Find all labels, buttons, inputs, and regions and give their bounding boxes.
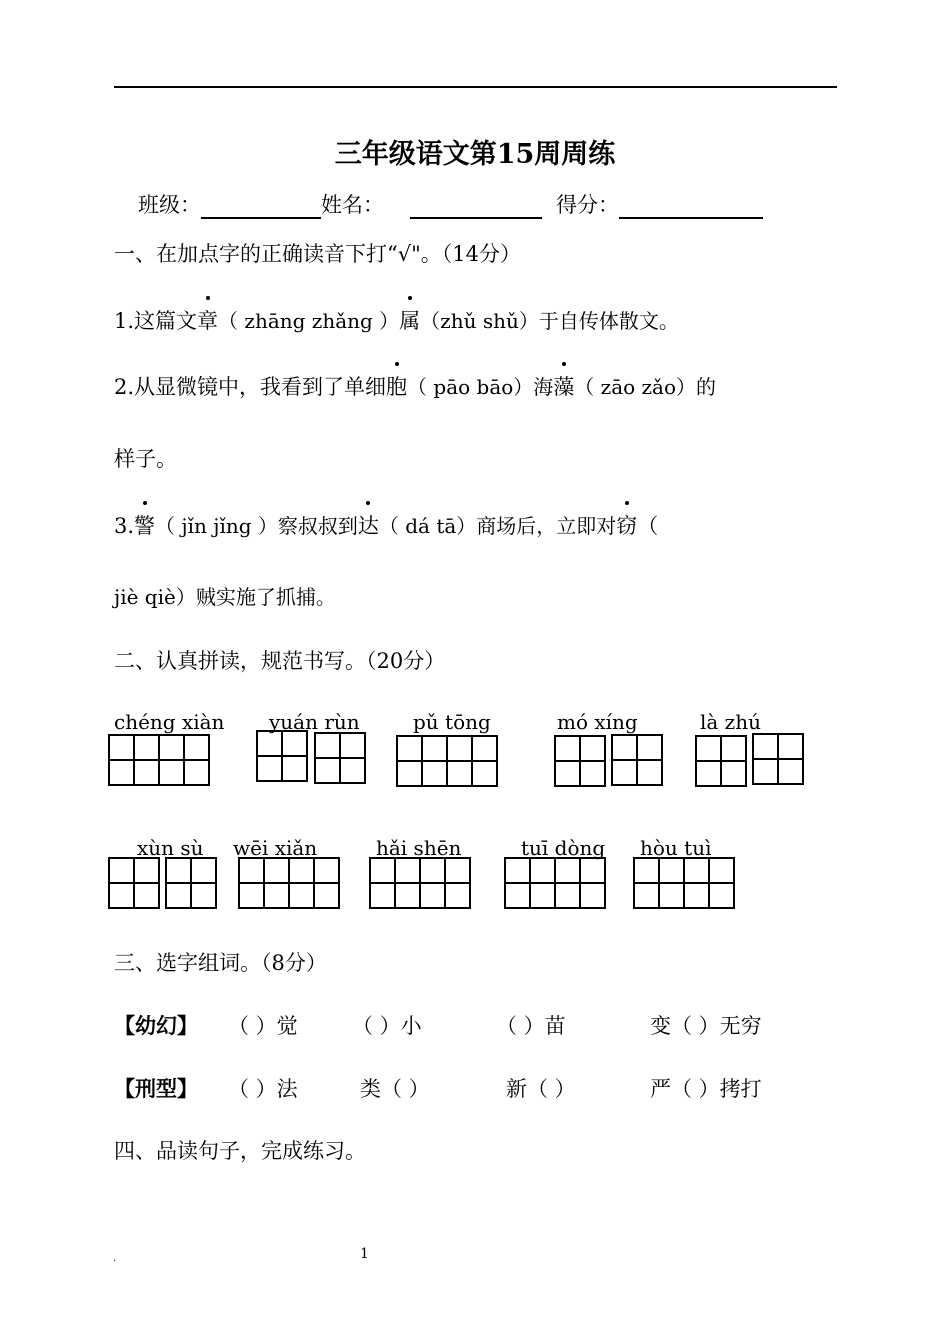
writing-cell[interactable] (288, 857, 315, 909)
writing-cell[interactable] (752, 733, 779, 785)
writing-cell[interactable] (314, 732, 341, 784)
section3-heading: 三、选字组词。（8分） (114, 951, 327, 975)
writing-grid[interactable] (396, 735, 498, 787)
writing-cell[interactable] (471, 735, 498, 787)
score-field[interactable] (619, 195, 763, 219)
writing-cell[interactable] (165, 857, 192, 909)
question-number: 1. (114, 309, 135, 333)
name-field[interactable] (410, 195, 542, 219)
writing-cell[interactable] (133, 734, 160, 786)
writing-cell[interactable] (313, 857, 340, 909)
writing-cell[interactable] (611, 734, 638, 786)
corner-mark: . (113, 1253, 117, 1264)
writing-grid[interactable] (752, 733, 804, 785)
writing-cell[interactable] (579, 735, 606, 787)
question-text: 这篇文 (134, 309, 198, 333)
writing-grid[interactable] (504, 857, 606, 909)
writing-grid[interactable] (633, 857, 735, 909)
writing-cell[interactable] (658, 857, 685, 909)
section4-heading: 四、品读句子，完成练习。 (114, 1139, 366, 1163)
writing-cell[interactable] (695, 735, 722, 787)
word-blank[interactable]: （ ）小 (352, 1014, 422, 1038)
pinyin-label: tuī dòng (521, 836, 606, 860)
dotted-character: 窃 (616, 510, 637, 540)
writing-cell[interactable] (554, 735, 581, 787)
writing-cell[interactable] (636, 734, 663, 786)
writing-cell[interactable] (256, 730, 283, 782)
char-group-2: 【刑型】 (114, 1076, 198, 1101)
question-1 (114, 305, 679, 335)
pinyin-label: mó xíng (557, 710, 638, 734)
class-label: 班级： (138, 193, 201, 217)
dotted-character: 藻 (553, 371, 574, 401)
question-number: 3. (114, 514, 135, 538)
writing-grid[interactable] (611, 734, 663, 786)
writing-cell[interactable] (183, 734, 210, 786)
writing-cell[interactable] (394, 857, 421, 909)
writing-grid[interactable] (108, 734, 210, 786)
writing-cell[interactable] (504, 857, 531, 909)
writing-grid[interactable] (165, 857, 217, 909)
writing-cell[interactable] (133, 857, 160, 909)
writing-cell[interactable] (263, 857, 290, 909)
pinyin-label: pǔ tōng (413, 710, 491, 734)
word-blank[interactable]: （ ）法 (228, 1077, 298, 1101)
dotted-character: 章 (197, 305, 218, 335)
header-rule (114, 86, 837, 88)
writing-cell[interactable] (777, 733, 804, 785)
dotted-character: 达 (358, 510, 379, 540)
class-field[interactable] (201, 195, 321, 219)
writing-cell[interactable] (190, 857, 217, 909)
word-blank[interactable]: （ ）苗 (496, 1014, 566, 1038)
dotted-character: 胞 (386, 371, 407, 401)
question-number: 2. (114, 375, 135, 399)
pinyin-label: là zhú (700, 710, 761, 734)
writing-cell[interactable] (108, 857, 135, 909)
dotted-character: 警 (134, 510, 155, 540)
pinyin-options[interactable]: （ zāo zǎo）的 (574, 375, 717, 399)
pinyin-options[interactable]: （ jǐn jǐng ）察叔叔到 (155, 514, 358, 538)
writing-cell[interactable] (446, 735, 473, 787)
dotted-character: 属 (399, 305, 420, 335)
word-blank[interactable]: 类（ ） (360, 1077, 430, 1101)
writing-cell[interactable] (369, 857, 396, 909)
page-number: 1 (360, 1246, 369, 1262)
writing-grid[interactable] (238, 857, 340, 909)
question-2 (114, 371, 716, 401)
writing-cell[interactable] (419, 857, 446, 909)
char-group-1: 【幼幻】 (114, 1013, 198, 1038)
pinyin-options[interactable]: （zhǔ shǔ）于自传体散文。 (420, 309, 679, 333)
word-blank[interactable]: 变（ ）无穷 (650, 1014, 762, 1038)
word-blank[interactable]: 新（ ） (506, 1077, 576, 1101)
section1-heading: 一、在加点字的正确读音下打“√"。（14分） (114, 242, 521, 266)
writing-cell[interactable] (683, 857, 710, 909)
writing-cell[interactable] (633, 857, 660, 909)
pinyin-options[interactable]: （ pāo bāo）海 (407, 375, 554, 399)
writing-grid[interactable] (256, 730, 308, 782)
score-label: 得分： (556, 193, 619, 217)
writing-grid[interactable] (314, 732, 366, 784)
writing-cell[interactable] (444, 857, 471, 909)
writing-cell[interactable] (554, 857, 581, 909)
pinyin-label: hòu tuì (640, 836, 712, 860)
pinyin-label: wēi xiǎn (233, 836, 318, 860)
writing-cell[interactable] (238, 857, 265, 909)
pinyin-label: chéng xiàn (114, 710, 225, 734)
writing-cell[interactable] (108, 734, 135, 786)
pinyin-label: xùn sù (137, 836, 204, 860)
section2-heading: 二、认真拼读，规范书写。（20分） (114, 649, 446, 673)
word-blank[interactable]: 严（ ）拷打 (650, 1077, 762, 1101)
pinyin-options[interactable]: （ dá tā）商场后，立即对 (378, 514, 617, 538)
writing-grid[interactable] (369, 857, 471, 909)
writing-cell[interactable] (579, 857, 606, 909)
page-title: 三年级语文第15周周练 (334, 139, 616, 170)
writing-grid[interactable] (554, 735, 606, 787)
writing-cell[interactable] (708, 857, 735, 909)
word-blank[interactable]: （ ）觉 (228, 1014, 298, 1038)
writing-cell[interactable] (529, 857, 556, 909)
writing-grid[interactable] (695, 735, 747, 787)
writing-cell[interactable] (421, 735, 448, 787)
name-label: 姓名： (321, 193, 384, 217)
writing-cell[interactable] (720, 735, 747, 787)
question-2-continued: 样子。 (114, 447, 177, 471)
question-3 (114, 510, 658, 540)
pinyin-label: hǎi shēn (376, 836, 462, 860)
question-text: （ (637, 514, 659, 538)
writing-cell[interactable] (158, 734, 185, 786)
writing-cell[interactable] (281, 730, 308, 782)
pinyin-label: yuán rùn (269, 710, 360, 734)
writing-cell[interactable] (396, 735, 423, 787)
student-info (138, 189, 763, 219)
pinyin-options[interactable]: （ zhāng zhǎng ） (218, 309, 400, 333)
question-3-continued[interactable]: jiè qiè）贼实施了抓捕。 (114, 585, 336, 609)
writing-cell[interactable] (339, 732, 366, 784)
writing-grid[interactable] (108, 857, 160, 909)
question-text: 从显微镜中，我看到了单细 (134, 375, 387, 399)
